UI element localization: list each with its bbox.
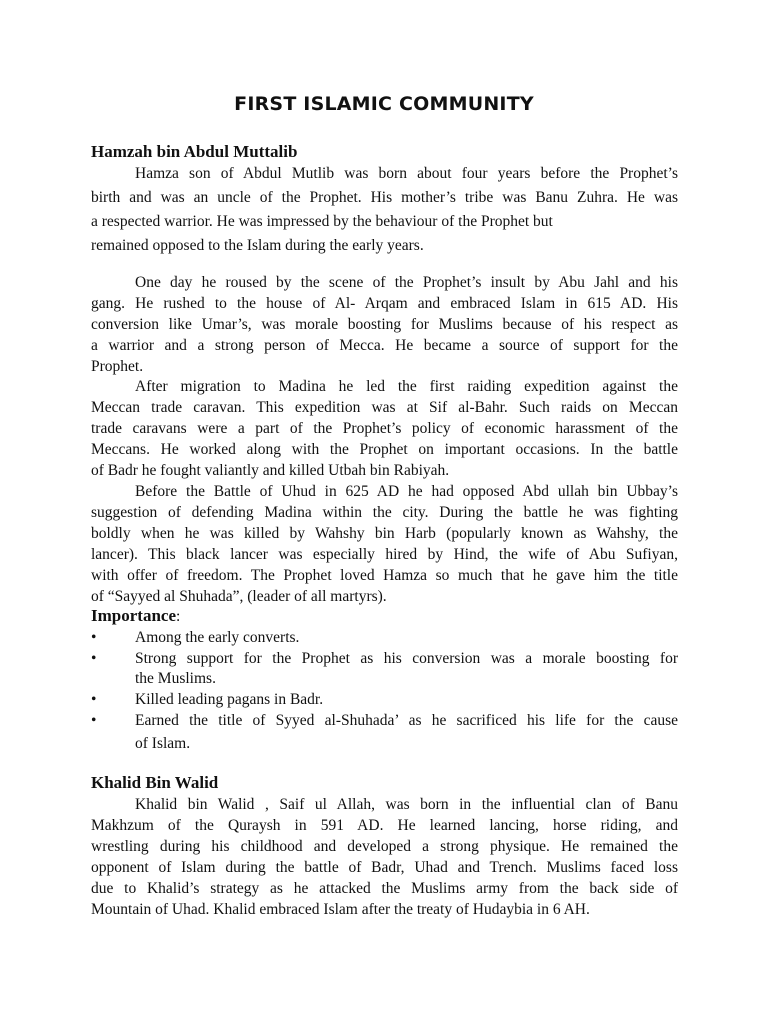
list-item-continued: the Muslims. [135, 670, 216, 687]
page-title: FIRST ISLAMIC COMMUNITY [234, 93, 534, 115]
list-item-continued: of Islam. [135, 735, 191, 752]
section-heading-khalid: Khalid Bin Walid [91, 773, 219, 792]
paragraph-line: Prophet. [91, 358, 144, 375]
paragraph-line: lancer). This black lancer was especially hired by Hind, the wife of Abu Sufiyan, [91, 546, 678, 563]
paragraph-line: suggestion of defending Madina within the city. During the battle he was fighting [91, 504, 678, 521]
paragraph-line: due to Khalid’s strategy as he attacked the Muslims army from the back side of [91, 880, 678, 897]
paragraph-line: Before the Battle of Uhud in 625 AD he had opposed Abd ullah bin Ubbay’s [135, 483, 678, 500]
paragraph-line: trade caravans were a part of the Prophet’s policy of economic harassment of the [91, 420, 678, 437]
paragraph-line: One day he roused by the scene of the Prophet’s insult by Abu Jahl and his [135, 274, 678, 291]
bullet-icon: • [91, 650, 97, 667]
paragraph-line: with offer of freedom. The Prophet loved Hamza so much that he gave him the title [91, 567, 678, 584]
paragraph-line: of “Sayyed al Shuhada”, (leader of all martyrs). [91, 588, 387, 605]
paragraph-line: remained opposed to the Islam during the early years. [91, 237, 424, 254]
importance-heading [91, 606, 678, 627]
paragraph-line: gang. He rushed to the house of Al- Arqam and embraced Islam in 615 AD. His [91, 295, 678, 312]
list-item: Earned the title of Syyed al-Shuhada’ as he sacrificed his life for the cause [135, 712, 678, 729]
paragraph-line: Khalid bin Walid , Saif ul Allah, was born in the influential clan of Banu [135, 796, 678, 813]
paragraph-line: After migration to Madina he led the first raiding expedition against the [135, 378, 678, 395]
paragraph-line: boldly when he was killed by Wahshy bin Harb (popularly known as Wahshy, the [91, 525, 678, 542]
paragraph-line: conversion like Umar’s, was morale boosting for Muslims because of his respect as [91, 316, 678, 333]
paragraph-line: of Badr he fought valiantly and killed Utbah bin Rabiyah. [91, 462, 450, 479]
list-item: Killed leading pagans in Badr. [135, 691, 324, 708]
bullet-icon: • [91, 712, 97, 729]
paragraph-line: birth and was an uncle of the Prophet. His mother’s tribe was Banu Zuhra. He was [91, 189, 678, 206]
importance-label: Importance [91, 606, 176, 625]
bullet-icon: • [91, 691, 97, 708]
paragraph-line: Makhzum of the Quraysh in 591 AD. He learned lancing, horse riding, and [91, 817, 678, 834]
importance-colon: : [175, 608, 181, 625]
paragraph-line: Meccans. He worked along with the Prophet on important occasions. In the battle [91, 441, 678, 458]
section-heading-hamzah: Hamzah bin Abdul Muttalib [91, 142, 298, 161]
paragraph-line: Hamza son of Abdul Mutlib was born about four years before the Prophet’s [135, 165, 678, 182]
bullet-icon: • [91, 629, 97, 646]
paragraph-line: a warrior and a strong person of Mecca. He became a source of support for the [91, 337, 678, 354]
paragraph-line: opponent of Islam during the battle of Badr, Uhad and Trench. Muslims faced loss [91, 859, 678, 876]
paragraph-line: Meccan trade caravan. This expedition was at Sif al-Bahr. Such raids on Meccan [91, 399, 678, 416]
paragraph-line: a respected warrior. He was impressed by the behaviour of the Prophet but [91, 213, 553, 230]
list-item: Among the early converts. [135, 629, 300, 646]
list-item: Strong support for the Prophet as his conversion was a morale boosting for [135, 650, 678, 667]
paragraph-line: Mountain of Uhad. Khalid embraced Islam after the treaty of Hudaybia in 6 AH. [91, 901, 590, 918]
paragraph-line: wrestling during his childhood and developed a strong physique. He remained the [91, 838, 678, 855]
